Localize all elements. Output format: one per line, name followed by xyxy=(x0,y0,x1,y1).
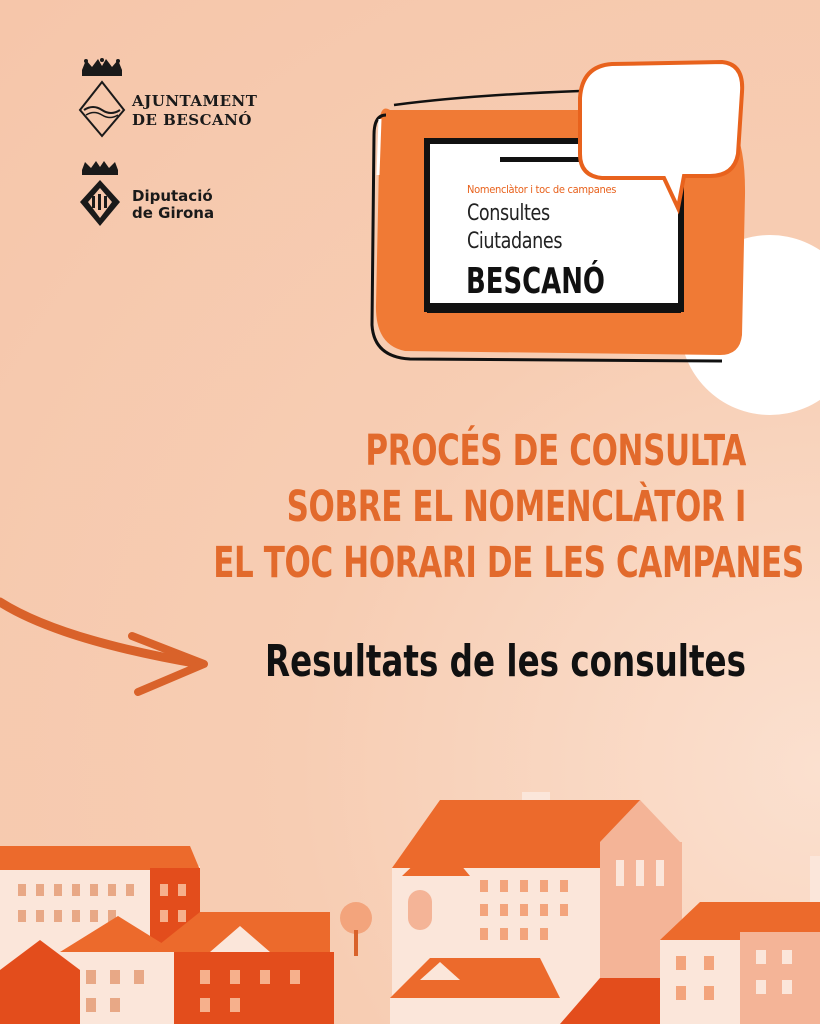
headline xyxy=(6,423,804,591)
headline-line3: EL TOC HORARI DE LES CAMPANES xyxy=(213,538,804,588)
diputacio-logo-text xyxy=(132,188,272,222)
ajuntament-logo-text xyxy=(132,92,292,130)
badge-line2: Ciutadanes xyxy=(467,229,563,254)
ajuntament-line1: AJUNTAMENT xyxy=(132,92,258,110)
headline-line1: PROCÉS DE CONSULTA xyxy=(365,426,746,476)
diputacio-crest-icon xyxy=(76,160,124,232)
ajuntament-crest-icon xyxy=(76,58,128,138)
subheadline xyxy=(6,632,746,692)
town-illustration xyxy=(0,780,820,1024)
headline-line2: SOBRE EL NOMENCLÀTOR I xyxy=(286,482,746,532)
diputacio-line1: Diputació xyxy=(132,187,213,205)
badge-big-label: BESCANÓ xyxy=(466,261,605,302)
badge-line1: Consultes xyxy=(467,201,550,226)
subheadline-text: Resultats de les consultes xyxy=(265,636,746,687)
ajuntament-line2: DE BESCANÓ xyxy=(132,111,252,129)
badge-small-label: Nomenclàtor i toc de campanes xyxy=(467,183,617,196)
diputacio-line2: de Girona xyxy=(132,204,215,222)
